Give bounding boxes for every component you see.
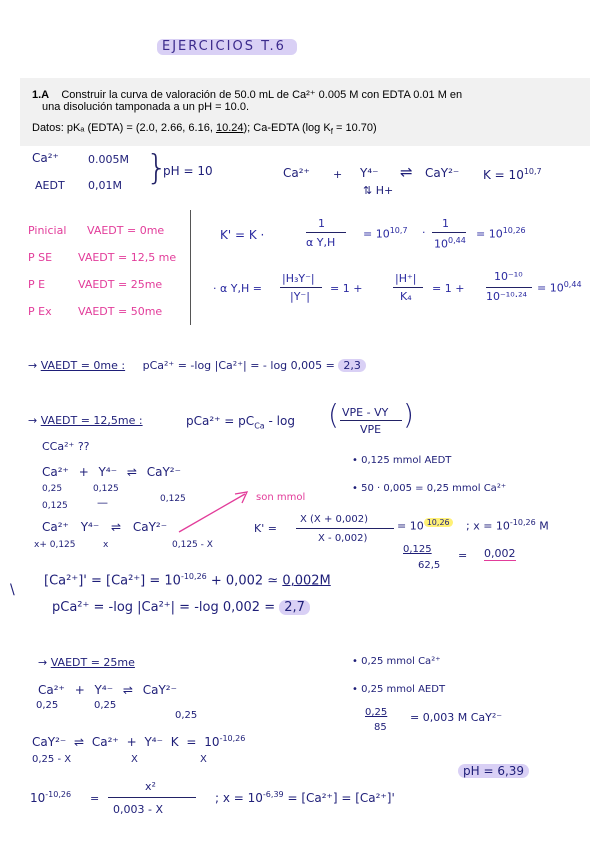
alpha-eq3: = $10^{0,44}$ <box>537 280 582 295</box>
alpha-frac-den: |Y⁻| <box>290 290 310 303</box>
step0-expr: pCa²⁺ = -log |Ca²⁺| = - log 0,005 = <box>142 359 335 372</box>
frac-line <box>306 232 346 233</box>
step1-eq-x: x+ 0,125 <box>34 540 76 550</box>
datos-pka4: 10.24 <box>215 122 244 134</box>
step1-kp-num: X (X + 0,002) <box>300 514 369 525</box>
frac-line <box>108 797 196 798</box>
step1-kp-eq: = 10 $^{10,26}$ <box>397 518 453 533</box>
step1-final-product: 0,125 <box>160 494 186 504</box>
step0-label: VAEDT = 0me : <box>40 359 126 372</box>
given-aedt-value: 0,01M <box>88 179 122 192</box>
step1-sum: $[Ca^{2+}]' = [Ca^{2+}] = 10^{-10,26} + 0,002$ ≃ 0,002M <box>44 572 331 589</box>
step1-bullet3: 0,125 <box>403 544 432 555</box>
given-ca-label: Ca²⁺ <box>32 151 59 165</box>
given-ca-value: 0.005M <box>88 153 129 166</box>
step2-rxn2: CaY²⁻ ⇌ Ca²⁺ + Y⁴⁻ $K = 10^{-10,26}$ <box>32 734 246 749</box>
problem-number: 1.A <box>32 89 50 101</box>
step1-note-son: son mmol <box>256 492 306 503</box>
step1-bullet1: • 0,125 mmol AEDT <box>352 455 452 466</box>
datos-kf: f <box>330 127 333 137</box>
paren-open: ( <box>328 398 339 431</box>
reaction-plus: + <box>333 168 343 181</box>
point-se-value: VAEDT = 12,5 me <box>78 251 177 264</box>
frac-line <box>280 287 322 288</box>
step1-header <box>28 414 143 427</box>
step2-bullet3-num: 0,25 <box>365 707 388 718</box>
step0-line <box>28 359 366 372</box>
step1-expr: $pCa^{2+} = pC_{Ca} - \log$ <box>186 414 295 431</box>
kprime-num: 1 <box>318 217 325 230</box>
step2-final-den: 0,003 - X <box>113 803 163 816</box>
kprime-eq2: = $10^{10,26}$ <box>476 226 526 241</box>
alpha-eq2: = 1 + <box>432 282 465 295</box>
point-ex-label: P Ex <box>28 305 52 318</box>
alpha-frac2-den: K₄ <box>400 290 412 303</box>
alpha-frac2-num: |H⁺| <box>395 272 417 285</box>
equilibrium-arrow-icon: ⇌ <box>400 163 413 181</box>
frac-line <box>296 528 394 529</box>
divider-line <box>190 210 191 325</box>
step1-kp-den: X - 0,002) <box>318 533 368 544</box>
step2-rxn: Ca²⁺ + Y⁴⁻ ⇌ CaY²⁻ <box>38 683 177 697</box>
step1-frac-num: VPE - VY <box>342 406 389 419</box>
point-se-label: P SE <box>28 251 53 264</box>
step1-init-ca: 0,25 <box>42 484 63 494</box>
step2-bullet3-rest: = 0,003 M CaY²⁻ <box>410 711 503 724</box>
kprime-eq1: = $10^{10,7}$ <box>363 226 408 241</box>
step2-bullet2: • 0,25 mmol AEDT <box>352 684 446 695</box>
reaction-ca: Ca²⁺ <box>283 166 310 180</box>
given-aedt-label: AEDT <box>35 179 65 192</box>
step2-v3: 0,25 <box>175 710 198 721</box>
step2-v1: 0,25 <box>36 700 59 711</box>
reaction-k: $K = 10^{10,7}$ <box>483 167 542 182</box>
point-ex-value: VAEDT = 50me <box>78 305 163 318</box>
frac-line <box>340 420 402 421</box>
step2-ph-result: pH = 6,39 <box>458 764 529 778</box>
step2-v2: 0,25 <box>94 700 117 711</box>
step2-bullet1: • 0,25 mmol Ca²⁺ <box>352 656 441 667</box>
step1-bullet2: • 50 · 0,005 = 0,25 mmol Ca²⁺ <box>352 483 507 494</box>
paren-close: ) <box>403 398 414 431</box>
step2-final-eq: = <box>90 792 100 805</box>
point-e-label: P E <box>28 278 46 291</box>
alpha-frac3-den: 10⁻¹⁰·²⁴ <box>486 290 527 303</box>
step1-init-ca2: 0,125 <box>42 501 68 511</box>
kprime-den: α Y,H <box>306 236 336 249</box>
step2-final-num: x² <box>145 780 156 793</box>
arrow-right-icon: → <box>28 414 38 427</box>
problem-datos <box>32 122 377 136</box>
step2-header <box>38 656 135 669</box>
point-e-value: VAEDT = 25me <box>78 278 163 291</box>
frac-line <box>393 287 423 288</box>
kprime-num2: 1 <box>442 217 449 230</box>
step1-question: CCa²⁺ ?? <box>42 440 90 453</box>
arrow-right-icon: → <box>28 359 38 372</box>
given-ph: pH = 10 <box>163 164 213 178</box>
step2-bullet3-den: 85 <box>374 722 387 733</box>
step1-bullet3-eq: = <box>458 549 468 562</box>
step1-eq-xx: x <box>103 540 109 550</box>
stray-mark: \ <box>10 582 15 598</box>
point-initial-label: Pinicial <box>28 224 67 237</box>
step1-init-y: 0,125 <box>93 484 119 494</box>
problem-text-1: Construir la curva de valoración de 50.0 mL de Ca²⁺ 0.005 M con EDTA 0.01 M en <box>61 89 463 101</box>
problem-statement <box>32 88 462 101</box>
step2-e2: X <box>131 754 138 765</box>
alpha-frac3-num: 10⁻¹⁰ <box>494 270 523 283</box>
step1-kp: K' = <box>254 522 277 535</box>
step1-rxn: Ca²⁺ + Y⁴⁻ ⇌ CaY²⁻ <box>42 465 181 479</box>
datos-prefix: Datos: pKₐ (EDTA) = (2.0, 2.66, 6.16, <box>32 122 216 134</box>
datos-end: = 10.70) <box>332 122 377 134</box>
brace-icon: } <box>146 148 168 188</box>
step2-e1: 0,25 - X <box>32 754 72 765</box>
page-title: EJERCICIOS T.6 <box>162 39 286 54</box>
step1-bullet3-den: 62,5 <box>418 560 441 571</box>
step2-final-lhs: $10^{-10,26}$ <box>30 790 72 805</box>
step2-label: VAEDT = 25me <box>50 656 135 669</box>
alpha-lhs: · α Y,H = <box>213 282 262 295</box>
point-initial-value: VAEDT = 0me <box>87 224 165 237</box>
step2-final-x: ; $x = 10^{-6,39} = [Ca^{2+}] = [Ca^{2+}]'$ <box>215 790 395 805</box>
frac-line <box>432 232 466 233</box>
step1-rxn2: Ca²⁺ Y⁴⁻ ⇌ CaY²⁻ <box>42 520 168 534</box>
protonation-note: ⇅ H+ <box>363 184 394 197</box>
kprime-den2: 10$^{0,44}$ <box>434 236 466 251</box>
step1-frac-den: VPE <box>360 423 382 436</box>
reaction-product: CaY²⁻ <box>425 166 460 180</box>
step1-dash: — <box>97 496 108 509</box>
alpha-eq1: = 1 + <box>330 282 363 295</box>
step2-e3: X <box>200 754 207 765</box>
step1-bullet3-res: 0,002 <box>484 547 516 560</box>
arrow-right-icon: → <box>38 656 48 669</box>
step1-eq-prod: 0,125 - X <box>172 540 213 550</box>
datos-suffix: ); Ca-EDTA (log K <box>243 122 331 134</box>
frac-line <box>486 287 532 288</box>
step1-kp-x: ; $x = 10^{-10,26}$ M <box>466 518 549 533</box>
problem-text-2: una disolución tamponada a un pH = 10.0. <box>42 101 250 113</box>
kprime-dot: · <box>422 226 426 239</box>
pink-arrow-icon <box>175 488 255 538</box>
reaction-y: Y⁴⁻ <box>360 166 379 180</box>
kprime-lhs: K' = K · <box>220 228 265 242</box>
step1-pca: pCa²⁺ = -log |Ca²⁺| = -log 0,002 = 2,7 <box>52 600 310 615</box>
alpha-frac-num: |H₃Y⁻| <box>282 272 315 285</box>
step1-label: VAEDT = 12,5me : <box>40 414 143 427</box>
step0-result: 2,3 <box>338 359 366 372</box>
